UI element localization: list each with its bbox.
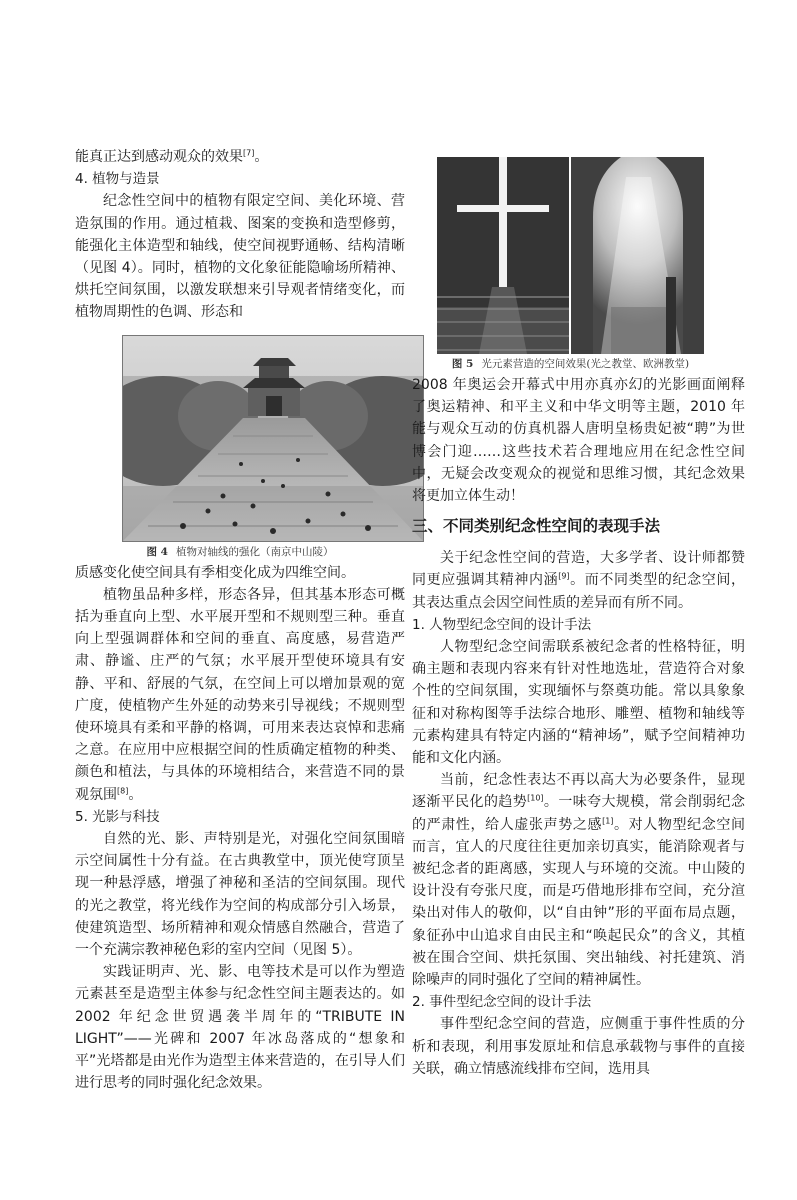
right-column <box>412 153 745 1080</box>
citation: [10] <box>527 793 544 803</box>
paragraph: 自然的光、影、声特别是光，对强化空间氛围暗示空间属性十分有益。在古典教堂中，顶光使穹顶呈现一种悬浮感，增强了神秘和圣洁的空间氛围。现代的光之教堂，将光线作为空间的构成部分引入场景，使建筑造型、场所精神和观众情感自然融合，营造了一个充满宗教神秘色彩的室内空间（见图 5）。 <box>75 831 405 959</box>
citation: [9] <box>558 571 570 581</box>
figure-5 <box>437 157 704 372</box>
figure-5-caption: 图 5 光元素营造的空间效果(光之教堂、欧洲教堂) <box>451 358 690 370</box>
citation: [7] <box>243 148 255 158</box>
subsection-heading-person: 1. 人物型纪念空间的设计手法 <box>412 616 592 633</box>
paragraph: 事件型纪念空间的营造，应侧重于事件性质的分析和表现，利用事发原址和信息承载物与事件的直接关联，确立情感流线排布空间，选用具 <box>412 1016 745 1077</box>
subsection-heading-plants: 4. 植物与造景 <box>75 171 160 188</box>
section-heading: 三、不同类别纪念性空间的表现手法 <box>412 517 661 536</box>
left-column <box>75 146 405 1095</box>
paragraph: 质感变化使空间具有季相变化成为四维空间。 <box>75 564 355 581</box>
citation: [1] <box>602 816 614 825</box>
figure-5-images <box>437 157 704 354</box>
paragraph: 人物型纪念空间需联系被纪念者的性格特征，明确主题和表现内容来有针对性地选址，营造符合对象个性的空间氛围，实现缅怀与祭奠功能。常以具象象征和对称构图等手法综合地形、雕塑、植物和轴线等元素构建具有特定内涵的“精神场”，赋予空间精神功能和文化内涵。 <box>412 639 745 767</box>
paragraph: 当前，纪念性表达不再以高大为必要条件，显现逐渐平民化的趋势[10]。一味夸大规模，常会削弱纪念的严肃性，给人虚张声势之感[1]。对人物型纪念空间而言，宜人的尺度往往更加亲切真实，能消除观者与被纪念者的距离感，实现人与环境的交流。中山陵的设计没有夸张尺度，而是巧借地形排布空间，充分渲染出对伟人的敬仰，以“自由钟”形的平面布局点题，象征孙中山追求自由民主和“唤起民众”的含义，其植被在围合空间、烘托氛围、突出轴线、衬托建筑、消除噪声的同时强化了空间的精神属性。 <box>412 772 746 989</box>
paragraph: 关于纪念性空间的营造，大多学者、设计师都赞同更应强调其精神内涵[9]。而不同类型的纪念空间，其表达重点会因空间性质的差异而有所不同。 <box>412 550 746 611</box>
citation: [8] <box>117 786 129 795</box>
figure-4-image <box>122 335 424 542</box>
paragraph: 能真正达到感动观众的效果[7]。 <box>75 148 269 165</box>
church-of-light-photo <box>437 157 569 354</box>
european-church-photo <box>571 157 704 354</box>
paragraph: 纪念性空间中的植物有限定空间、美化环境、营造氛围的作用。通过植栽、图案的变换和造型修剪，能强化主体造型和轴线，使空间视野通畅、结构清晰（见图 4）。同时，植物的文化象征能隐喻场所精神、烘托空间氛围，以激发联想来引导观者情绪变化，而植物周期性的色调、形态和 <box>75 193 405 321</box>
figure-4-caption: 图 4 植物对轴线的强化（南京中山陵） <box>146 545 334 558</box>
subsection-heading-event: 2. 事件型纪念空间的设计手法 <box>412 994 592 1011</box>
paragraph: 植物虽品种多样，形态各异，但其基本形态可概括为垂直向上型、水平展开型和不规则型三种。垂直向上型强调群体和空间的垂直、高度感，易营造严肃、静谧、庄严的气氛；水平展开型使环境具有安静、平和、舒展的气氛，在空间上可以增加景观的宽广度，使植物产生外延的动势来引导视线；不规则型使环境具有柔和平静的格调，可用来表达哀悼和悲痛之意。在应用中应根据空间的性质确定植物的种类、颜色和植法，与具体的环境相结合，来营造不同的景观氛围[8]。 <box>75 586 405 803</box>
figure-4 <box>75 335 405 560</box>
paragraph: 2008 年奥运会开幕式中用亦真亦幻的光影画面阐释了奥运精神、和平主义和中华文明等主题，2010 年能与观众互动的仿真机器人唐明皇杨贵妃被“聘”为世博会门迎……这些技术若合理地应用在纪念性空间中，无疑会改变观众的视觉和思维习惯，其纪念效果将更加立体生动！ <box>412 377 745 505</box>
paragraph: 实践证明声、光、影、电等技术是可以作为塑造元素甚至是造型主体参与纪念性空间主题表达的。如 2002 年纪念世贸遇袭半周年的“TRIBUTE IN LIGHT”——光碑和 2007 年冰岛落成的“想象和平”光塔都是由光作为造型主体来营造的，在引导人们进行思考的同时强化纪念效果。 <box>75 964 405 1092</box>
subsection-heading-light: 5. 光影与科技 <box>75 808 160 825</box>
